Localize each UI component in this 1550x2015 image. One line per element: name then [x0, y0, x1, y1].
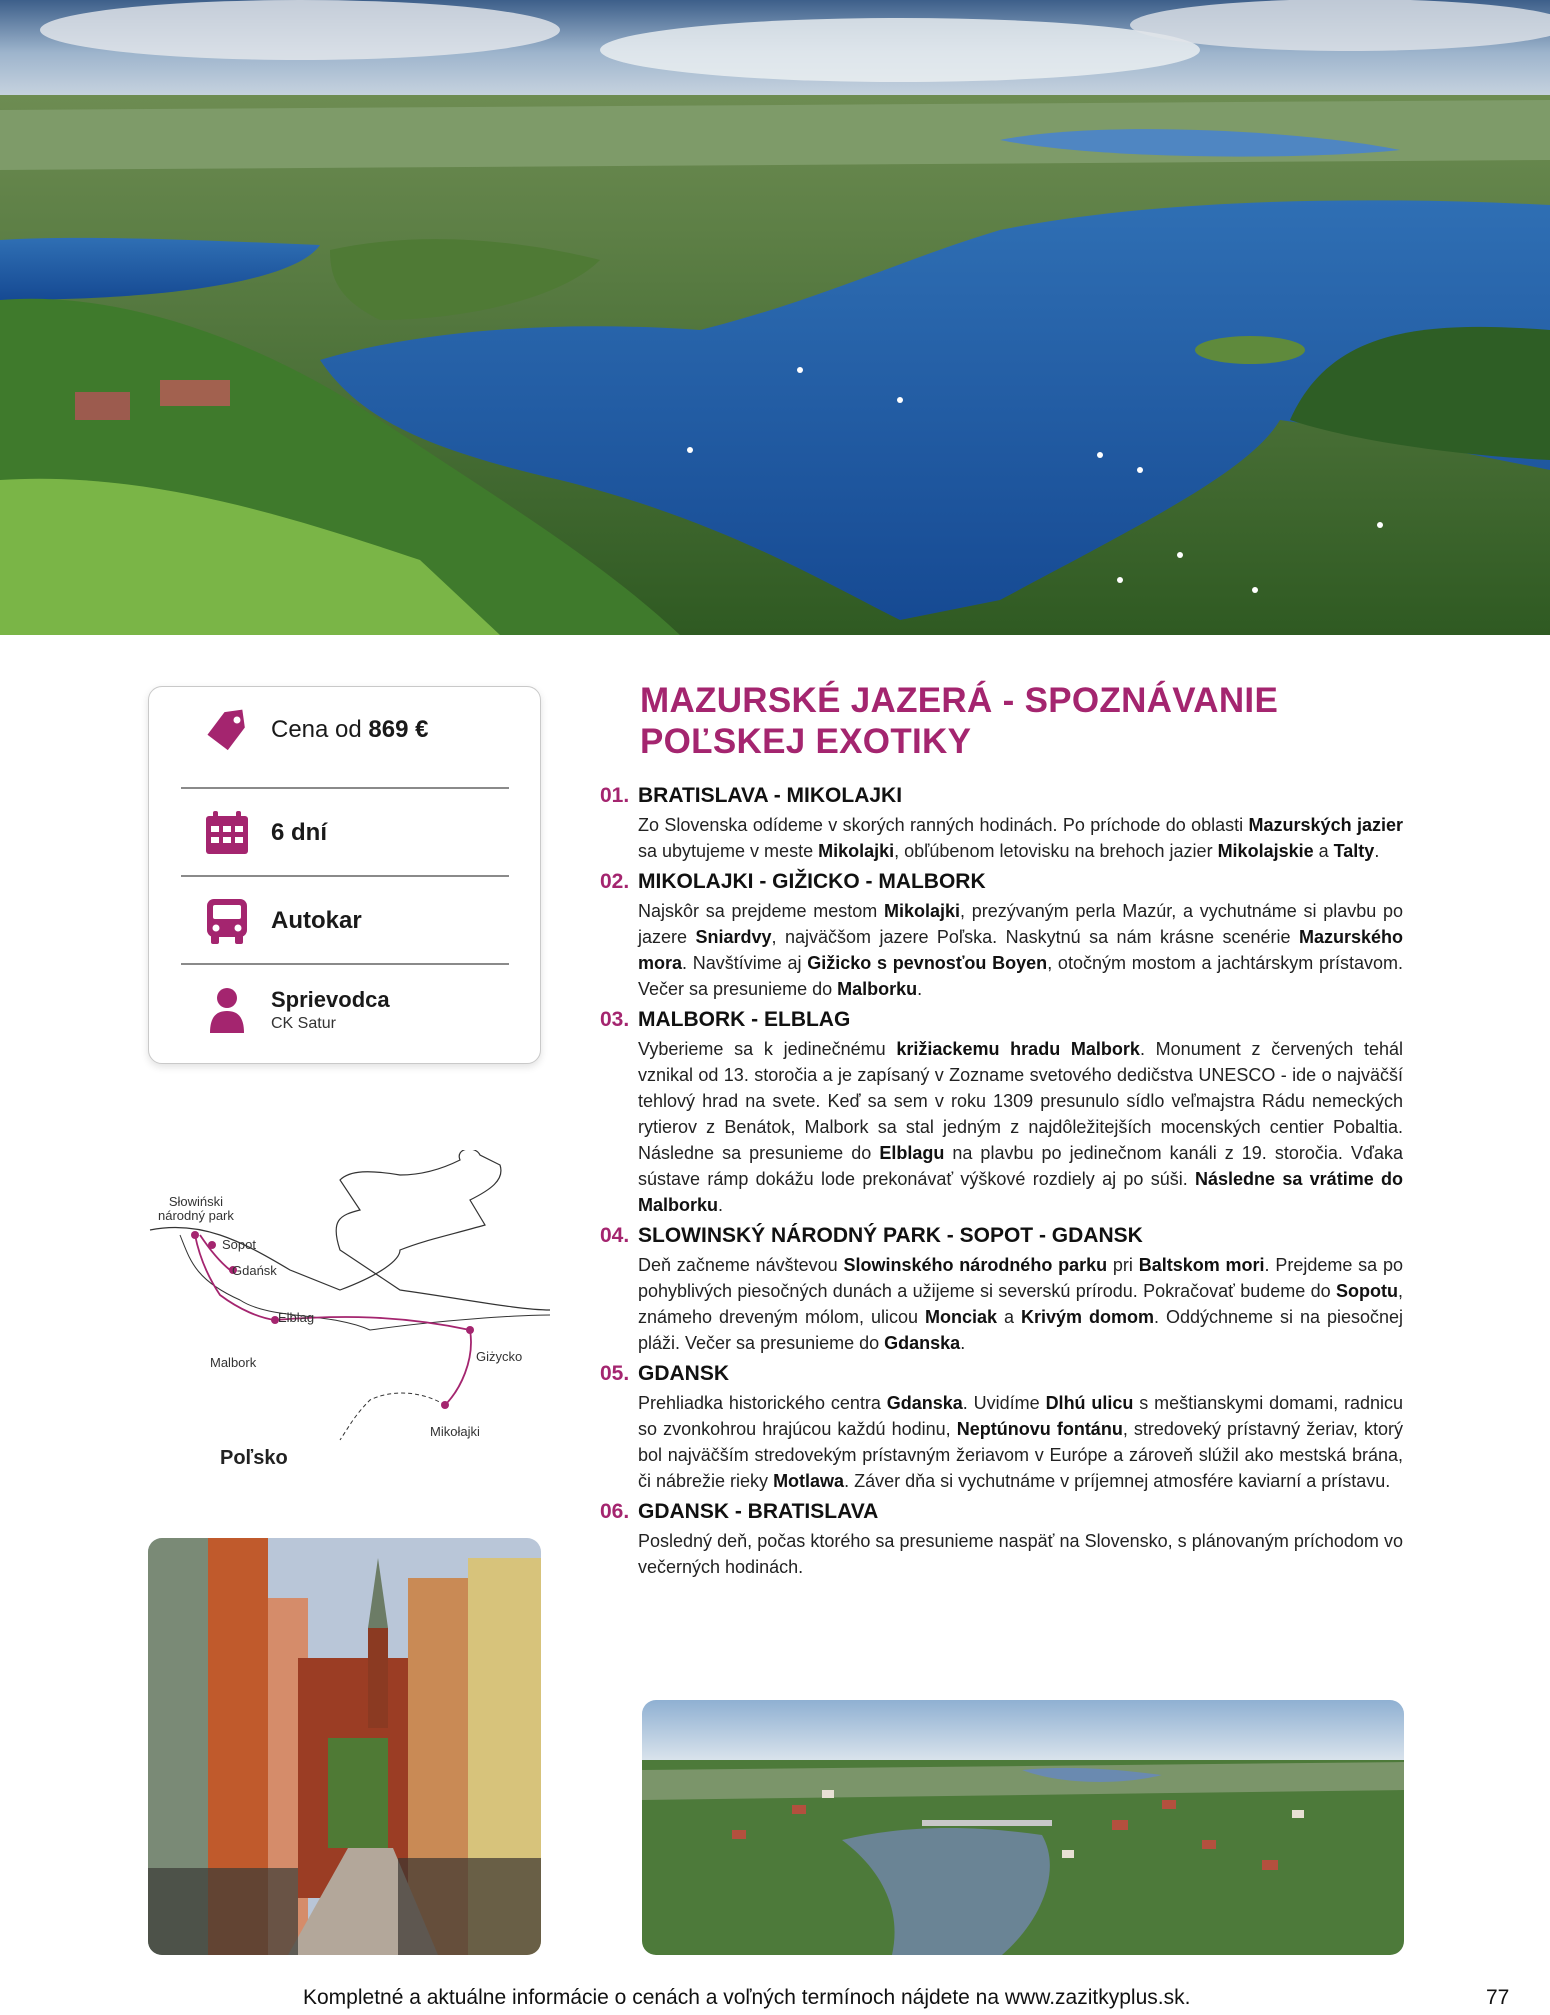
map-label-slowinski: Słowiński národný park [158, 1194, 234, 1223]
highlight-text: Talty [1333, 841, 1375, 861]
body-text: . Záver dňa si vychutnáme v príjemnej atmosfére kaviarní a prístavu. [844, 1471, 1391, 1491]
map-label-sopot: Sopot [222, 1237, 256, 1252]
body-text: . Prejdeme sa po pohyblivých piesočných dunách a užijeme si severskú prírodu. Pokračovať budeme do [638, 1255, 1403, 1301]
divider [181, 875, 509, 877]
highlight-text: Krivým domom [1020, 1307, 1154, 1327]
itinerary-day [600, 1224, 1410, 1356]
highlight-text: Sniardvy [695, 927, 772, 947]
highlight-text: Gižicko s pevnosťou Boyen [807, 953, 1048, 973]
itinerary-day [600, 1008, 1410, 1218]
itinerary [600, 784, 1410, 1586]
highlight-text: Následne sa vrátime do Malborku [638, 1169, 1403, 1215]
day-number: 05. [600, 1362, 630, 1385]
body-text: . Oddýchneme si na piesočnej pláži. Večer sa presunieme do [638, 1307, 1403, 1353]
highlight-text: Gdanska [884, 1333, 961, 1353]
day-number: 03. [600, 1008, 630, 1031]
map-country-label: Poľsko [220, 1447, 288, 1469]
photo-gizycko-aerial [642, 1700, 1404, 1955]
body-text: . [960, 1333, 966, 1353]
day-title: GDANSK - BRATISLAVA [638, 1500, 879, 1523]
highlight-text: Motlawa [773, 1471, 845, 1491]
body-text: na plavbu po jedinečnom kanáli z 19. storočia. Vďaka sústave rámp dokážu lode prekonávať výškové rozdiely aj po súši. [638, 1143, 1404, 1189]
body-text: , otočným mostom a jachtárskym prístavom. Večer sa presunieme do [638, 953, 1403, 999]
day-heading [600, 1362, 1410, 1390]
day-title: MIKOLAJKI - GIŽICKO - MALBORK [638, 870, 986, 893]
day-heading [600, 1008, 1410, 1036]
highlight-text: Mazurského mora [638, 927, 1403, 973]
duration-row [181, 790, 509, 876]
duration-text: 6 dní [271, 819, 328, 846]
body-text: , najväčšom jazere Poľska. Naskytnú sa nám krásne scenérie [771, 927, 1299, 947]
map-label-gdansk: Gdańsk [232, 1263, 277, 1278]
itinerary-day [600, 1362, 1410, 1494]
body-text: Vyberieme sa k jedinečnému [638, 1039, 897, 1059]
price-tag-icon [201, 704, 253, 756]
day-heading [600, 784, 1410, 812]
day-heading [600, 1224, 1410, 1252]
trip-info-box [148, 686, 541, 1064]
body-text: , obľúbenom letovisku na brehoch jazier [894, 841, 1218, 861]
body-text: Prehliadka historického centra [638, 1393, 887, 1413]
transport-row [181, 878, 509, 964]
day-title: SLOWINSKÝ NÁRODNÝ PARK - SOPOT - GDANSK [638, 1224, 1143, 1247]
highlight-text: Slowinského národného parku [843, 1255, 1108, 1275]
day-title: GDANSK [638, 1362, 730, 1385]
guide-sub: CK Satur [271, 1015, 336, 1032]
day-heading [600, 1500, 1410, 1528]
divider [181, 787, 509, 789]
body-text: Zo Slovenska odídeme v skorých ranných hodinách. Po príchode do oblasti [638, 815, 1249, 835]
body-text: sa ubytujeme v meste [638, 841, 819, 861]
guide-text: Sprievodca [271, 987, 390, 1012]
day-number: 01. [600, 784, 630, 807]
photo-gdansk-street [148, 1538, 541, 1955]
highlight-text: Baltskom mori [1138, 1255, 1265, 1275]
guide-row [181, 967, 509, 1053]
day-number: 06. [600, 1500, 630, 1523]
price-row [181, 687, 509, 773]
day-description [638, 898, 1403, 1002]
map-label-gizycko: Giżycko [476, 1349, 523, 1364]
body-text: . [917, 979, 923, 999]
transport-text: Autokar [271, 907, 362, 934]
page-title [640, 680, 1420, 762]
body-text: . [718, 1195, 724, 1215]
body-text: , prezývaným perla Mazúr, a vychutnáme si plavbu po jazere [638, 901, 1403, 947]
highlight-text: Neptúnovu fontánu [956, 1419, 1123, 1439]
highlight-text: Mikolajki [883, 901, 960, 921]
price-label: Cena od [271, 716, 362, 743]
day-description [638, 812, 1403, 864]
footer-text: Kompletné a aktuálne informácie o cenách a voľných termínoch nájdete na www.zazitkyplus.sk. [303, 1986, 1191, 2009]
body-text: . Navštívime aj [682, 953, 808, 973]
calendar-icon [201, 807, 253, 859]
body-text: . Uvidíme [962, 1393, 1046, 1413]
day-description [638, 1390, 1403, 1494]
highlight-text: Dlhú ulicu [1045, 1393, 1134, 1413]
body-text: Najskôr sa prejdeme mestom [638, 901, 884, 921]
highlight-text: Mikolajki [818, 841, 895, 861]
map-label-malbork: Malbork [210, 1355, 257, 1370]
highlight-text: Sopotu [1336, 1281, 1398, 1301]
body-text: s meštianskymi domami, radnicu so zvonkohrou hrajúcou každú hodinu, [638, 1393, 1403, 1439]
day-number: 04. [600, 1224, 630, 1247]
highlight-text: Monciak [925, 1307, 998, 1327]
highlight-text: Malborku [837, 979, 918, 999]
bus-icon [201, 895, 253, 947]
hero-photo-masurian-lakes [0, 0, 1550, 635]
body-text: . [1374, 841, 1380, 861]
map-label-elblag: Elblag [278, 1310, 315, 1325]
highlight-text: Mazurských jazier [1248, 815, 1403, 835]
map-label-mikolajki: Mikołajki [430, 1424, 480, 1439]
day-description [638, 1036, 1403, 1218]
body-text: Posledný deň, počas ktorého sa presunieme naspäť na Slovensko, s plánovaným príchodom vo večerných hodinách. [638, 1531, 1403, 1577]
footer [0, 1986, 1550, 2012]
page-number: 77 [1486, 1986, 1510, 2009]
highlight-text: Mikolajskie [1217, 841, 1314, 861]
day-number: 02. [600, 870, 630, 893]
body-text: , stredoveký prístavný žeriav, ktorý bol najväčším stredovekým prístavným žeriavom v Európe a zároveň slúžil ako mestská brána, či nábrežie rieky [638, 1419, 1403, 1491]
title-line-2: POĽSKEJ EXOTIKY [640, 722, 972, 761]
day-title: BRATISLAVA - MIKOLAJKI [638, 784, 903, 807]
price-value: 869 € [368, 716, 429, 743]
title-line-1: MAZURSKÉ JAZERÁ - SPOZNÁVANIE [640, 681, 1279, 720]
divider [181, 963, 509, 965]
body-text: , známeho dreveným mólom, ulicou [638, 1281, 1403, 1327]
body-text: . Monument z červených tehál vznikal od 13. storočia a je zapísaný v Zozname svetového dedičstva UNESCO - ide o najväčší tehlový hrad na svete. Keď sa sem v roku 1309 presunulo sídlo veľmajstra Rádu nemeckých rytierov z Benátok, Malbork sa stal jedným z najdôležitejších mocenských centier Pobaltia. Následne sa presunieme do [638, 1039, 1403, 1163]
body-text: pri [1107, 1255, 1139, 1275]
body-text: a [1313, 841, 1334, 861]
body-text: Deň začneme návštevou [638, 1255, 844, 1275]
person-icon [201, 984, 253, 1036]
day-heading [600, 870, 1410, 898]
day-description [638, 1528, 1403, 1580]
day-description [638, 1252, 1403, 1356]
itinerary-day [600, 1500, 1410, 1580]
day-title: MALBORK - ELBLAG [638, 1008, 851, 1031]
body-text: a [997, 1307, 1021, 1327]
itinerary-day [600, 784, 1410, 864]
highlight-text: Elblagu [879, 1143, 945, 1163]
itinerary-day [600, 870, 1410, 1002]
highlight-text: križiackemu hradu Malbork [896, 1039, 1140, 1059]
highlight-text: Gdanska [886, 1393, 963, 1413]
